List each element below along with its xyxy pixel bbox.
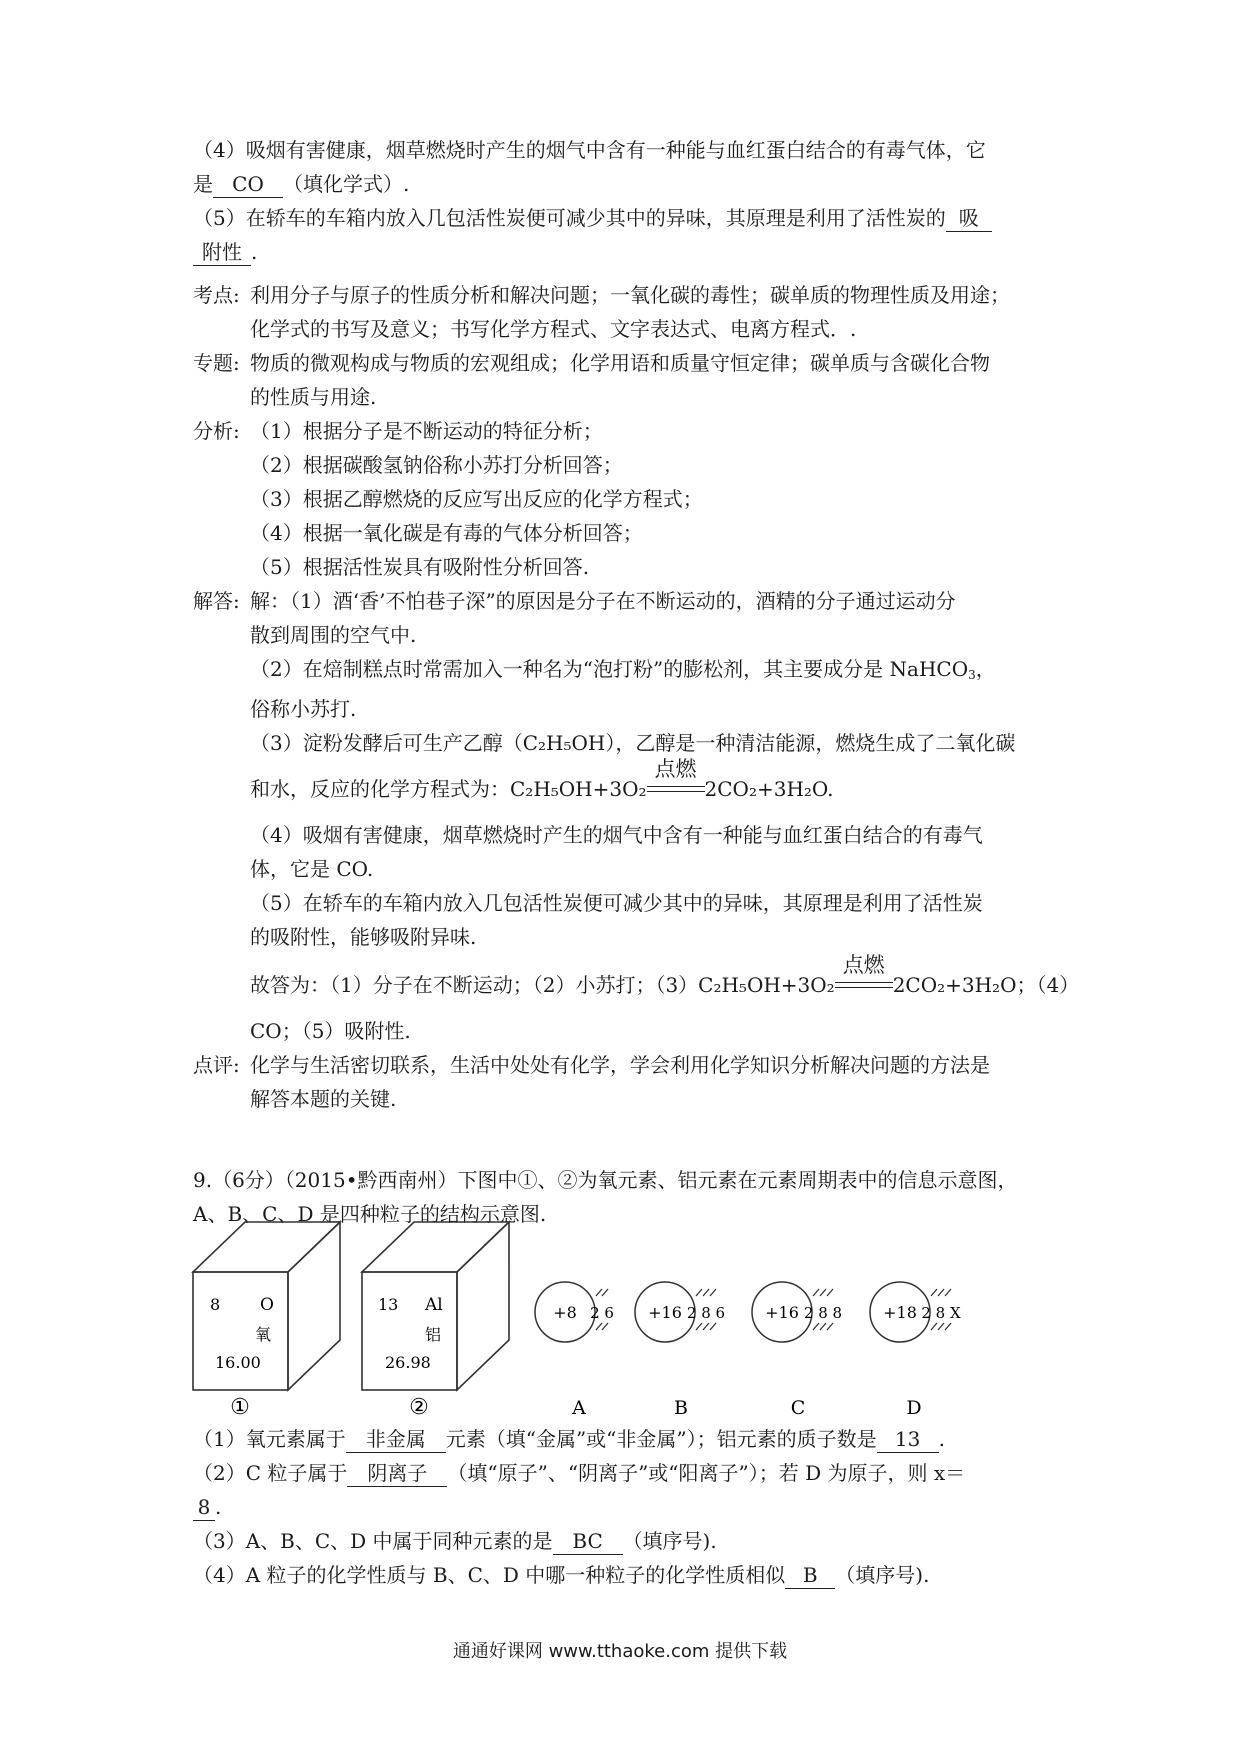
q4-answer: CO — [213, 171, 283, 198]
oxygen-name: 氧 — [255, 1325, 272, 1344]
particle-c — [752, 1282, 842, 1419]
q9-sub1-post: . — [938, 1427, 945, 1451]
dianping-line2: 解答本题的关键. — [250, 1087, 397, 1111]
fenxi-line5: （5）根据活性炭具有吸附性分析回答. — [250, 555, 590, 579]
jieda-line3-text: （2）在焙制糕点时常需加入一种名为“泡打粉”的膨松剂，其主要成分是 NaHCO — [250, 657, 969, 681]
particle-a-shells: 2 6 — [590, 1304, 614, 1322]
q9-sub1 — [193, 1422, 1063, 1456]
equation1-condition: 点燃 — [654, 757, 697, 781]
aluminium-name: 铝 — [425, 1325, 442, 1344]
q9-sub1-answer1: 非金属 — [346, 1426, 446, 1453]
jieda-line2: 散到周围的空气中. — [250, 623, 417, 647]
jieda-line4: 俗称小苏打. — [250, 697, 357, 721]
page-footer: 通通好课网 www.tthaoke.com 提供下载 — [452, 1641, 788, 1662]
q5-post: . — [251, 240, 258, 264]
fenxi-line1: （1）根据分子是不断运动的特征分析； — [250, 419, 603, 443]
caption-a: A — [572, 1397, 586, 1419]
particle-b-shells: 2 8 6 — [686, 1304, 726, 1322]
equation2-condition: 点燃 — [842, 953, 885, 977]
jieda-line3-end: ， — [975, 657, 996, 681]
equation2-reactants: 故答为：（1）分子在不断运动；（2）小苏打；（3）C₂H₅OH+3O₂ — [250, 973, 835, 997]
q9-sub2-answer2: 8 — [193, 1494, 215, 1521]
fenxi-line3: （3）根据乙醇燃烧的反应写出反应的化学方程式； — [250, 487, 703, 511]
q5-answer-part1: 吸 — [946, 205, 992, 232]
dianping-line1: 化学与生活密切联系，生活中处处有化学，学会利用化学知识分析解决问题的方法是 — [250, 1053, 990, 1077]
jieda-line1: 解：（1）酒‘香’不怕巷子深”的原因是分子在不断运动的，酒精的分子通过运动分 — [250, 589, 956, 613]
q9-stem-line2: A、B、C、D 是四种粒子的结构示意图. — [193, 1202, 547, 1226]
aluminium-number: 13 — [378, 1295, 399, 1314]
particle-d — [870, 1282, 961, 1419]
fenxi-line2: （2）根据碳酸氢钠俗称小苏打分析回答； — [250, 453, 623, 477]
particle-c-shells: 2 8 8 — [803, 1304, 843, 1322]
jieda-line7: （4）吸烟有害健康，烟草燃烧时产生的烟气中含有一种能与血红蛋白结合的有毒气 — [250, 823, 983, 847]
particle-c-nucleus: +16 — [765, 1303, 799, 1322]
zhuanti-label: 专题: — [193, 351, 240, 375]
q9-sub4-text: （4）A 粒子的化学性质与 B、C、D 中哪一种粒子的化学性质相似 — [193, 1563, 786, 1587]
jieda-line8: 体，它是 CO. — [250, 857, 374, 881]
jieda-line10: 的吸附性，能够吸附异味. — [250, 925, 477, 949]
oxygen-mass: 16.00 — [215, 1353, 261, 1372]
q9-sub3 — [193, 1524, 1063, 1558]
kaodian-line1: 利用分子与原子的性质分析和解决问题；一氧化碳的毒性；碳单质的物理性质及用途； — [250, 283, 1010, 307]
particle-a-nucleus: +8 — [553, 1303, 577, 1322]
dianping-label: 点评: — [193, 1053, 240, 1077]
q9-sub2-cont — [193, 1490, 1063, 1524]
kaodian-label: 考点: — [193, 283, 240, 307]
fenxi-line4: （4）根据一氧化碳是有毒的气体分析回答； — [250, 521, 643, 545]
q9-stem-line1: 9.（6分）（2015•黔西南州）下图中①、②为氧元素、铝元素在元素周期表中的信息示意图， — [193, 1168, 1018, 1192]
caption-d: D — [906, 1397, 922, 1419]
particle-d-shells: 2 8 X — [921, 1304, 961, 1322]
jieda-label: 解答: — [193, 589, 240, 613]
q5-answer-part2: 附性 — [193, 239, 251, 266]
equation1-products: 2CO₂+3H₂O. — [704, 777, 834, 801]
caption-2: ② — [409, 1395, 429, 1420]
aluminium-mass: 26.98 — [385, 1353, 431, 1372]
particle-b — [635, 1282, 725, 1419]
q9-sub2 — [193, 1456, 1063, 1490]
q4-line1: （4）吸烟有害健康，烟草燃烧时产生的烟气中含有一种能与血红蛋白结合的有毒气体，它 — [193, 138, 986, 162]
q9-sub1-mid: 元素（填“金属”或“非金属”）；铝元素的质子数是 — [445, 1427, 877, 1451]
q9-sub3-post: （填序号). — [622, 1529, 717, 1553]
q9-sub2-answer1: 阴离子 — [347, 1460, 447, 1487]
q9-sub3-answer: BC — [553, 1528, 623, 1555]
jieda-line12: CO；（5）吸附性. — [250, 1019, 411, 1043]
fenxi-label: 分析: — [193, 419, 240, 443]
particle-d-nucleus: +18 — [883, 1303, 917, 1322]
q9-sub4 — [193, 1558, 1063, 1592]
equation2-products: 2CO₂+3H₂O；（4） — [892, 973, 1080, 997]
caption-c: C — [790, 1397, 806, 1419]
equation1-reactants: 和水，反应的化学方程式为：C₂H₅OH+3O₂ — [250, 777, 647, 801]
aluminium-symbol: Al — [425, 1295, 443, 1315]
jieda-line5: （3）淀粉发酵后可生产乙醇（C₂H₅OH），乙醇是一种清洁能源，燃烧生成了二氧化碳 — [250, 731, 1016, 755]
zhuanti-line2: 的性质与用途. — [250, 385, 377, 409]
q9-sub2-text: （2）C 粒子属于 — [193, 1461, 348, 1485]
caption-1: ① — [230, 1395, 250, 1420]
zhuanti-line1: 物质的微观构成与物质的宏观组成；化学用语和质量守恒定律；碳单质与含碳化合物 — [250, 351, 990, 375]
q4-text: 是 — [193, 172, 213, 196]
oxygen-number: 8 — [210, 1295, 221, 1314]
oxygen-symbol: O — [260, 1295, 274, 1315]
q5-text: （5）在轿车的车箱内放入几包活性炭便可减少其中的异味，其原理是利用了活性炭的 — [193, 206, 946, 230]
jieda-line3-sub: 3 — [968, 668, 976, 682]
kaodian-line2: 化学式的书写及意义；书写化学方程式、文字表达式、电离方程式．. — [250, 317, 857, 341]
q9-subquestions — [193, 1422, 1063, 1592]
q4-post: （填化学式）. — [283, 172, 410, 196]
q9-sub3-text: （3）A、B、C、D 中属于同种元素的是 — [193, 1529, 553, 1553]
q9-sub2-post: . — [215, 1495, 222, 1519]
q9-sub4-post: （填序号). — [835, 1563, 930, 1587]
particle-b-nucleus: +16 — [648, 1303, 682, 1322]
q9-sub1-text: （1）氧元素属于 — [193, 1427, 346, 1451]
jieda-line9: （5）在轿车的车箱内放入几包活性炭便可减少其中的异味，其原理是利用了活性炭 — [250, 891, 983, 915]
q9-sub4-answer: B — [785, 1562, 835, 1589]
q9-sub2-mid: （填“原子”、“阴离子”或“阳离子”）；若 D 为原子，则 x＝ — [447, 1461, 966, 1485]
particle-a — [535, 1282, 614, 1419]
q9-sub1-answer2: 13 — [877, 1426, 939, 1453]
caption-b: B — [674, 1397, 688, 1419]
